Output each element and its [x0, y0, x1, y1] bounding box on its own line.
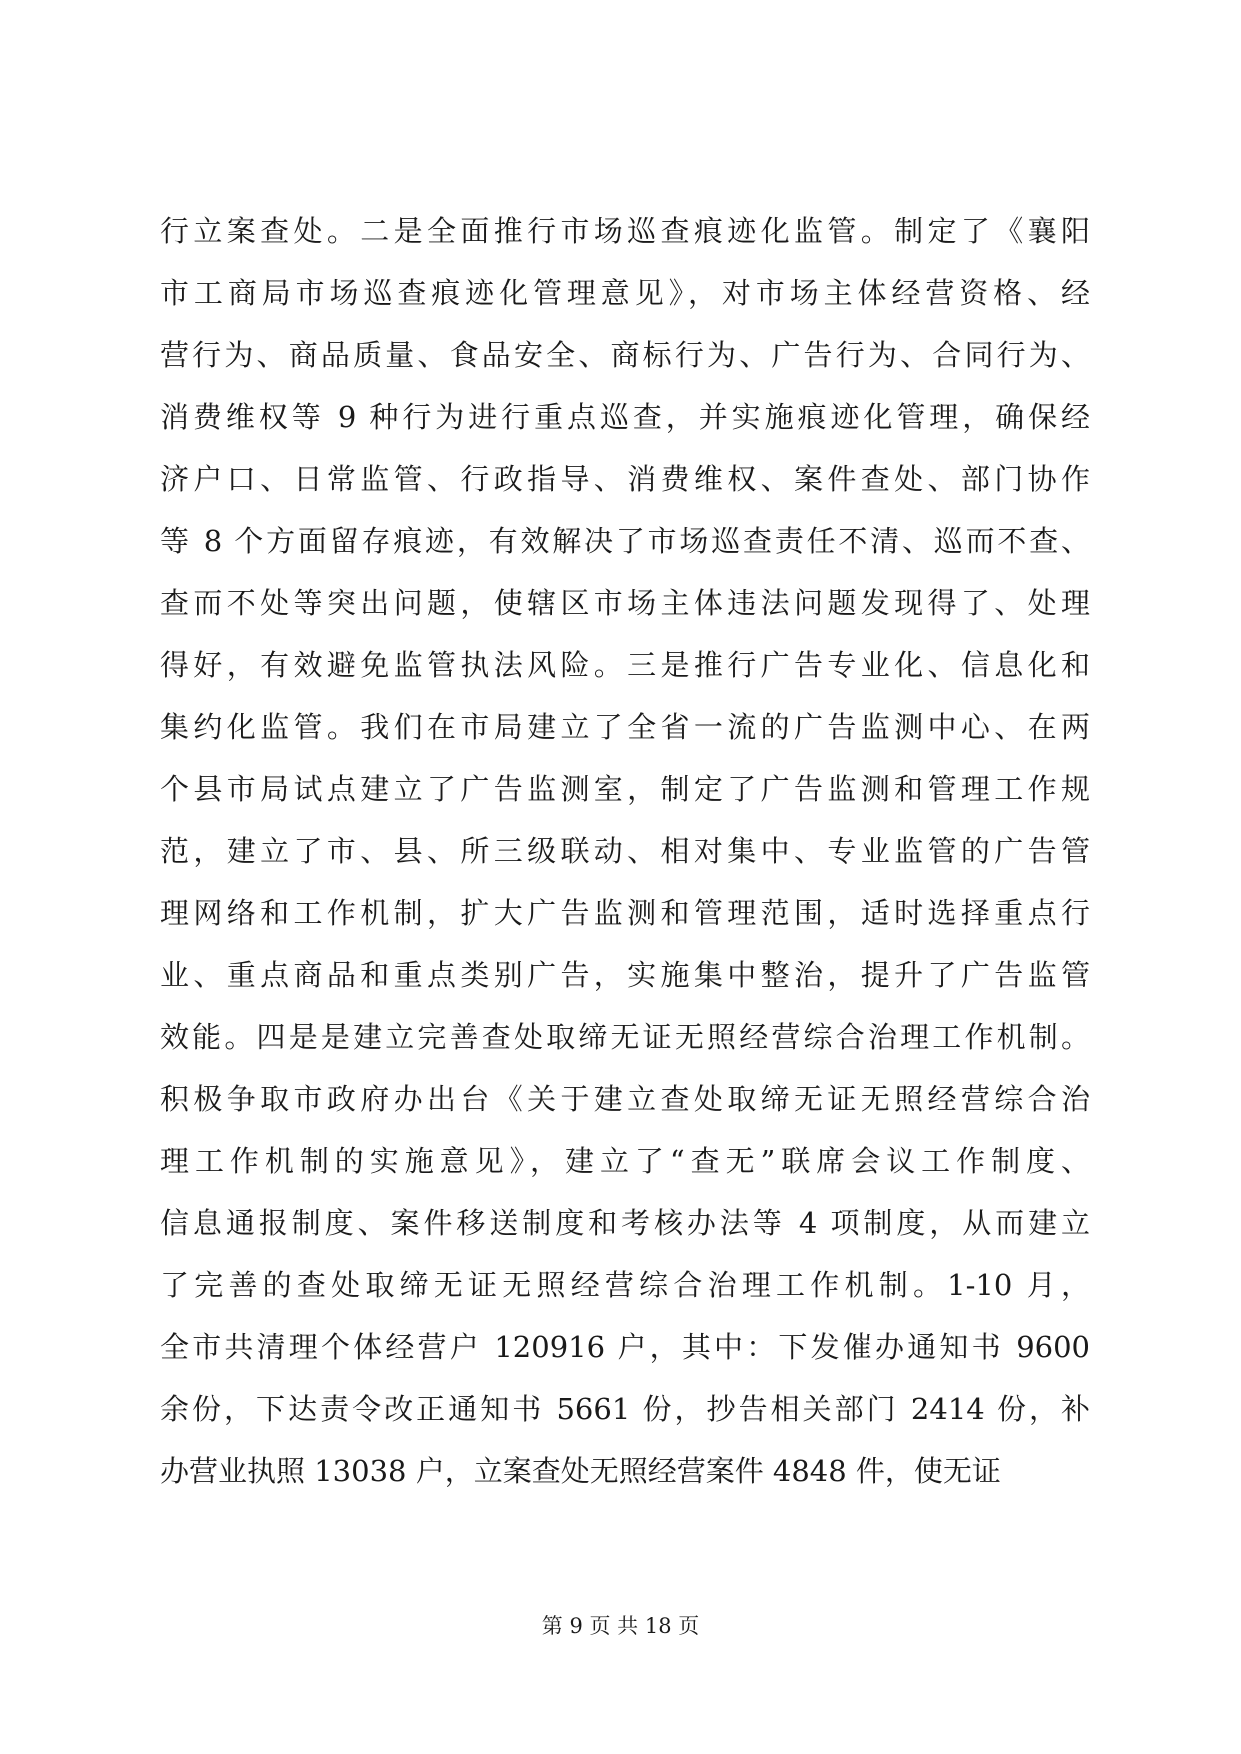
text-line: 理工作机制的实施意见》，建立了“查无”联席会议工作制度、 [160, 1144, 1090, 1178]
body-text [160, 200, 1090, 1502]
text-line: 效能。四是是建立完善查处取缔无证无照经营综合治理工作机制。 [160, 1020, 1090, 1054]
text-line: 得好，有效避免监管执法风险。三是推行广告专业化、信息化和 [160, 648, 1090, 682]
text-line: 查而不处等突出问题，使辖区市场主体违法问题发现得了、处理 [160, 586, 1090, 620]
text-line: 全市共清理个体经营户 120916 户，其中：下发催办通知书 9600 [160, 1330, 1090, 1364]
text-line: 余份，下达责令改正通知书 5661 份，抄告相关部门 2414 份，补 [160, 1392, 1090, 1426]
text-line: 营行为、商品质量、食品安全、商标行为、广告行为、合同行为、 [160, 338, 1090, 372]
text-line: 消费维权等 9 种行为进行重点巡查，并实施痕迹化管理，确保经 [160, 400, 1090, 434]
text-line: 信息通报制度、案件移送制度和考核办法等 4 项制度，从而建立 [160, 1206, 1090, 1240]
text-line: 济户口、日常监管、行政指导、消费维权、案件查处、部门协作 [160, 462, 1090, 496]
text-line: 行立案查处。二是全面推行市场巡查痕迹化监管。制定了《襄阳 [160, 214, 1090, 248]
page-number: 第 9 页 共 18 页 [541, 1614, 700, 1638]
text-line: 集约化监管。我们在市局建立了全省一流的广告监测中心、在两 [160, 710, 1090, 744]
text-line: 办营业执照 13038 户，立案查处无照经营案件 4848 件，使无证 [160, 1454, 1001, 1488]
text-line: 范，建立了市、县、所三级联动、相对集中、专业监管的广告管 [160, 834, 1090, 868]
text-line: 积极争取市政府办出台《关于建立查处取缔无证无照经营综合治 [160, 1082, 1090, 1116]
text-line: 理网络和工作机制，扩大广告监测和管理范围，适时选择重点行 [160, 896, 1090, 930]
text-line: 业、重点商品和重点类别广告，实施集中整治，提升了广告监管 [160, 958, 1090, 992]
text-line: 个县市局试点建立了广告监测室，制定了广告监测和管理工作规 [160, 772, 1090, 806]
text-line: 等 8 个方面留存痕迹，有效解决了市场巡查责任不清、巡而不查、 [160, 524, 1090, 558]
text-line: 了完善的查处取缔无证无照经营综合治理工作机制。1-10 月， [160, 1268, 1090, 1302]
text-line: 市工商局市场巡查痕迹化管理意见》，对市场主体经营资格、经 [160, 276, 1090, 310]
